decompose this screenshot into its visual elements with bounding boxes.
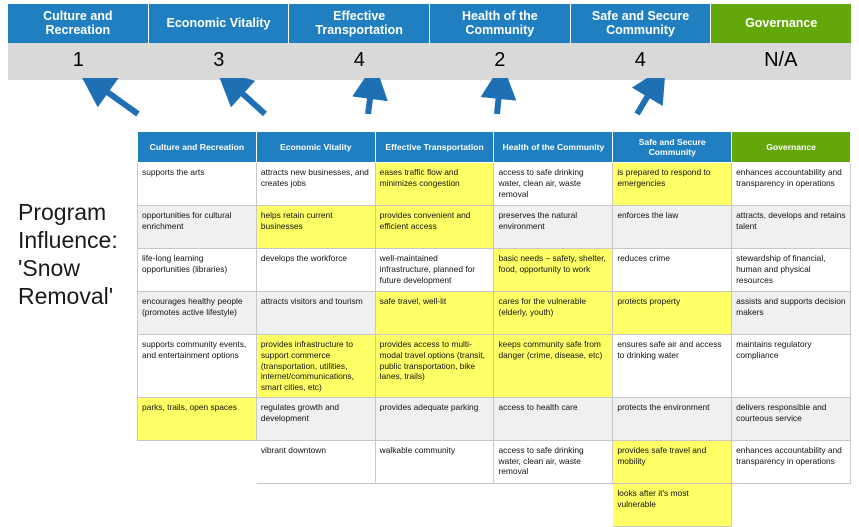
matrix-cell-r6-c4: provides safe travel and mobility: [613, 440, 732, 483]
matrix-row: [138, 206, 851, 249]
matrix-cell-r5-c0: parks, trails, open spaces: [138, 397, 257, 440]
matrix-cell-r7-c2: [375, 483, 494, 526]
caption-line-2: Influence:: [18, 227, 118, 254]
arrow-group: [0, 78, 859, 133]
matrix-cell-r0-c4: is prepared to respond to emergencies: [613, 163, 732, 206]
caption-line-1: Program: [18, 199, 107, 225]
matrix-cell-r5-c4: protects the environment: [613, 397, 732, 440]
scorecard-score-row: [8, 43, 851, 80]
matrix-cell-r1-c0: opportunities for cultural enrichment: [138, 206, 257, 249]
matrix-cell-r6-c1: vibrant downtown: [256, 440, 375, 483]
scorecard-header-2: Effective Transportation: [289, 4, 430, 43]
matrix-cell-r6-c5: enhances accountability and transparency in operations: [732, 440, 851, 483]
scorecard-score-2: 4: [353, 48, 365, 71]
matrix-header-5: Governance: [732, 132, 851, 163]
matrix-cell-r2-c1: develops the workforce: [256, 249, 375, 292]
scorecard-header-row: [8, 4, 851, 43]
matrix-cell-r7-c4: looks after it's most vulnerable: [613, 483, 732, 526]
matrix-row: [138, 292, 851, 335]
matrix-cell-r3-c1: attracts visitors and tourism: [256, 292, 375, 335]
matrix-cell-r5-c3: access to health care: [494, 397, 613, 440]
scorecard-score-4: 4: [634, 48, 646, 71]
matrix-cell-r1-c1: helps retain current businesses: [256, 206, 375, 249]
caption-line-4: Removal': [18, 283, 114, 310]
matrix-cell-r1-c5: attracts, develops and retains talent: [732, 206, 851, 249]
scorecard-header-0: Culture and Recreation: [8, 4, 149, 43]
matrix-cell-r7-c0: [138, 483, 257, 526]
matrix-cell-r0-c1: attracts new businesses, and creates jobs: [256, 163, 375, 206]
matrix-cell-r3-c5: assists and supports decision makers: [732, 292, 851, 335]
scorecard-header-3: Health of the Community: [430, 4, 571, 43]
matrix-cell-r2-c5: stewardship of financial, human and physical resources: [732, 249, 851, 292]
matrix-row: [138, 249, 851, 292]
matrix-cell-r6-c0: [138, 440, 257, 483]
matrix-cell-r3-c4: protects property: [613, 292, 732, 335]
scorecard-header-1: Economic Vitality: [149, 4, 290, 43]
matrix-cell-r1-c3: preserves the natural environment: [494, 206, 613, 249]
matrix-header-4: Safe and Secure Community: [613, 132, 732, 163]
matrix-cell-r6-c2: walkable community: [375, 440, 494, 483]
scorecard-score-3: 2: [494, 48, 506, 71]
matrix-row: [138, 440, 851, 483]
matrix-row: [138, 163, 851, 206]
scorecard-score-1: 3: [213, 48, 225, 71]
matrix-row: [138, 397, 851, 440]
scorecard-score-5: N/A: [764, 48, 798, 71]
matrix-cell-r4-c1: provides infrastructure to support commerce (transportation, utilities, internet/communications, smart cities, etc): [256, 335, 375, 398]
upward-arrow-1: [96, 84, 138, 114]
matrix-header-1: Economic Vitality: [256, 132, 375, 163]
matrix-cell-r2-c2: well-maintained infrastructure, planned for future development: [375, 249, 494, 292]
matrix-cell-r2-c4: reduces crime: [613, 249, 732, 292]
matrix-row: [138, 483, 851, 526]
matrix-cell-r4-c5: maintains regulatory compliance: [732, 335, 851, 398]
scorecard-banner: [8, 4, 851, 80]
matrix-cell-r0-c0: supports the arts: [138, 163, 257, 206]
caption-line-3: 'Snow: [18, 255, 80, 282]
upward-arrow-2: [232, 84, 265, 114]
matrix-cell-r2-c3: basic needs – safety, shelter, food, opportunity to work: [494, 249, 613, 292]
matrix-cell-r3-c2: safe travel, well-lit: [375, 292, 494, 335]
matrix-header-2: Effective Transportation: [375, 132, 494, 163]
matrix-cell-r3-c3: cares for the vulnerable (elderly, youth): [494, 292, 613, 335]
matrix-cell-r4-c3: keeps community safe from danger (crime, disease, etc): [494, 335, 613, 398]
matrix-header-3: Health of the Community: [494, 132, 613, 163]
matrix-cell-r4-c0: supports community events, and entertainment options: [138, 335, 257, 398]
matrix-row: [138, 335, 851, 398]
matrix-cell-r7-c5: [732, 483, 851, 526]
upward-arrow-5: [637, 84, 655, 114]
scorecard-header-5: Governance: [711, 4, 851, 43]
matrix-cell-r5-c2: provides adequate parking: [375, 397, 494, 440]
matrix-cell-r3-c0: encourages healthy people (promotes active lifestyle): [138, 292, 257, 335]
matrix-cell-r7-c1: [256, 483, 375, 526]
matrix-cell-r1-c4: enforces the law: [613, 206, 732, 249]
matrix-cell-r2-c0: life-long learning opportunities (libraries): [138, 249, 257, 292]
upward-arrow-4: [497, 84, 500, 114]
scorecard-header-4: Safe and Secure Community: [571, 4, 712, 43]
matrix-cell-r0-c5: enhances accountability and transparency in operations: [732, 163, 851, 206]
matrix-cell-r0-c2: eases traffic flow and minimizes congestion: [375, 163, 494, 206]
matrix-cell-r4-c4: ensures safe air and access to drinking water: [613, 335, 732, 398]
matrix-cell-r4-c2: provides access to multi-modal travel options (transit, public transportation, bike lanes, trails): [375, 335, 494, 398]
matrix-body: [138, 163, 851, 527]
influence-matrix-table: [137, 131, 851, 527]
matrix-cell-r7-c3: [494, 483, 613, 526]
matrix-cell-r5-c1: regulates growth and development: [256, 397, 375, 440]
matrix-header-row: [138, 132, 851, 163]
matrix-header-0: Culture and Recreation: [138, 132, 257, 163]
matrix-cell-r5-c5: delivers responsible and courteous service: [732, 397, 851, 440]
matrix-cell-r1-c2: provides convenient and efficient access: [375, 206, 494, 249]
matrix-cell-r6-c3: access to safe drinking water, clean air, waste removal: [494, 440, 613, 483]
scorecard-score-0: 1: [72, 48, 84, 71]
upward-arrow-3: [368, 84, 372, 114]
program-influence-caption: [18, 198, 136, 310]
matrix-cell-r0-c3: access to safe drinking water, clean air, waste removal: [494, 163, 613, 206]
